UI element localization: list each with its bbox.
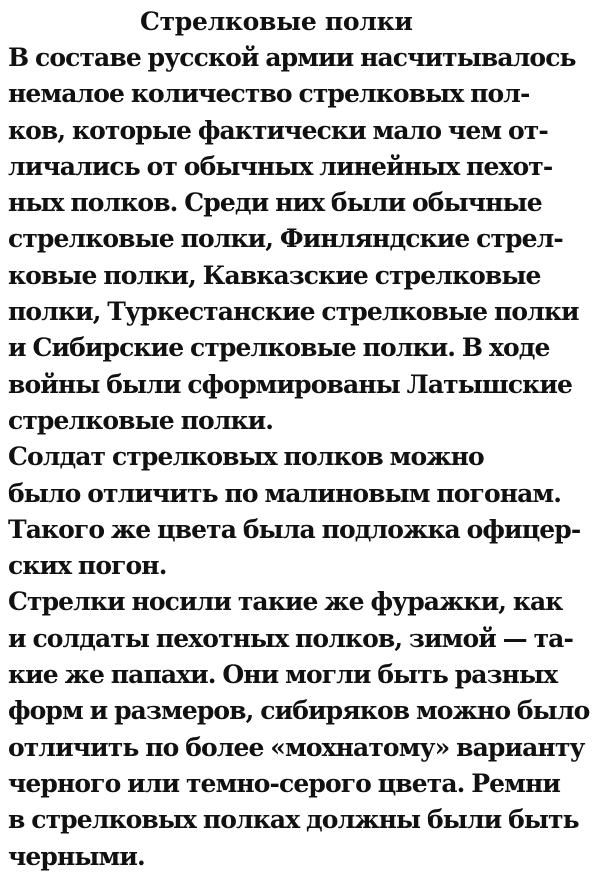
- text-line: полки, Туркестанские стрелковые полки: [8, 297, 579, 327]
- text-line: черными.: [8, 841, 145, 871]
- text-line: ских погон.: [8, 551, 167, 581]
- text-line: Солдат стрелковых полков можно: [8, 442, 484, 472]
- text-line: ков, которые фактически мало чем от-: [8, 115, 548, 145]
- text-line: форм и размеров, сибиряков можно было: [8, 696, 590, 726]
- text-line: личались от обычных линейных пехот-: [8, 151, 553, 181]
- body-text: [8, 40, 592, 875]
- text-line: отличить по более «мохнатому» варианту: [8, 732, 585, 762]
- text-line: ных полков. Среди них были обычные: [8, 188, 542, 218]
- text-line: было отличить по малиновым погонам.: [8, 478, 562, 508]
- text-line: войны были сформированы Латышские: [8, 369, 572, 399]
- page-title: Стрелковые полки: [140, 7, 413, 36]
- text-line: немалое количество стрелковых пол-: [8, 79, 530, 109]
- text-line: Стрелки носили такие же фуражки, как: [8, 587, 563, 617]
- text-line: и солдаты пехотных полков, зимой — та-: [8, 623, 573, 653]
- text-line: Такого же цвета была подложка офицер-: [8, 514, 581, 544]
- text-line: черного или темно-серого цвета. Ремни: [8, 768, 561, 798]
- text-line: в стрелковых полках должны были быть: [8, 805, 579, 835]
- text-line: стрелковые полки.: [8, 405, 274, 435]
- text-line: ковые полки, Кавказские стрелковые: [8, 260, 541, 290]
- text-line: кие же папахи. Они могли быть разных: [8, 660, 558, 690]
- text-line: стрелковые полки, Финляндские стрел-: [8, 224, 563, 254]
- text-line: и Сибирские стрелковые полки. В ходе: [8, 333, 550, 363]
- text-line: В составе русской армии насчитывалось: [8, 43, 576, 72]
